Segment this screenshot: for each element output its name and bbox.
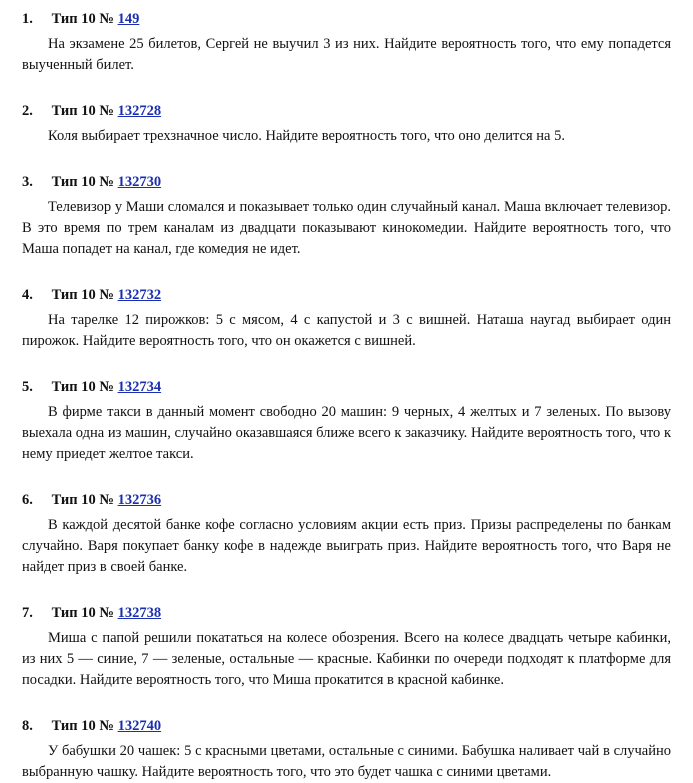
task-type: Тип 10 № (51, 11, 114, 27)
task-id-link[interactable]: 132728 (117, 103, 162, 119)
task-text: На экзамене 25 билетов, Сергей не выучил 3 из них. Найдите вероятность того, что ему попадется выученный билет. (22, 36, 671, 73)
task-id-link[interactable]: 132732 (117, 287, 162, 303)
task-item (22, 378, 671, 465)
task-number: 3. (22, 174, 33, 190)
task-number: 5. (22, 379, 33, 395)
task-header (22, 717, 671, 735)
task-item (22, 604, 671, 691)
task-number: 8. (22, 718, 33, 734)
task-text: В фирме такси в данный момент свободно 20 машин: 9 черных, 4 желтых и 7 зеленых. По вызову выехала одна из машин, случайно оказавшаяся ближе всего к заказчику. Найдите вероятность того, что к нему приедет желтое такси. (22, 404, 671, 462)
task-id-link[interactable]: 132730 (117, 174, 162, 190)
task-text: В каждой десятой банке кофе согласно условиям акции есть приз. Призы распределены по банкам случайно. Варя покупает банку кофе в надежде выиграть приз. Найдите вероятность того, что Варя не найдет приз в своей банке. (22, 517, 671, 575)
task-number: 6. (22, 492, 33, 508)
task-number: 4. (22, 287, 33, 303)
task-header (22, 378, 671, 396)
task-item (22, 717, 671, 783)
task-id-link[interactable]: 132740 (117, 718, 162, 734)
task-type: Тип 10 № (51, 492, 114, 508)
task-number: 1. (22, 11, 33, 27)
task-text: У бабушки 20 чашек: 5 с красными цветами, остальные с синими. Бабушка наливает чай в случайно выбранную чашку. Найдите вероятность того, что это будет чашка с синими цветами. (22, 743, 671, 780)
task-text: Миша с папой решили покататься на колесе обозрения. Всего на колесе двадцать четыре кабинки, из них 5 — синие, 7 — зеленые, остальные — красные. Кабинки по очереди подходят к платформе для посадки. Найдите вероятность того, что Миша прокатится в красной кабинке. (22, 630, 671, 688)
task-type: Тип 10 № (51, 605, 114, 621)
task-type: Тип 10 № (51, 103, 114, 119)
task-number: 2. (22, 103, 33, 119)
task-type: Тип 10 № (51, 379, 114, 395)
task-item (22, 102, 671, 147)
task-item (22, 173, 671, 260)
task-header (22, 102, 671, 120)
task-text: Коля выбирает трехзначное число. Найдите вероятность того, что оно делится на 5. (48, 128, 565, 144)
task-header (22, 10, 671, 28)
task-item (22, 286, 671, 352)
task-header (22, 173, 671, 191)
task-id-link[interactable]: 132734 (117, 379, 162, 395)
task-item (22, 10, 671, 76)
task-item (22, 491, 671, 578)
task-type: Тип 10 № (51, 718, 114, 734)
task-id-link[interactable]: 149 (117, 11, 140, 27)
task-header (22, 604, 671, 622)
task-id-link[interactable]: 132738 (117, 605, 162, 621)
task-text: Телевизор у Маши сломался и показывает только один случайный канал. Маша включает телевизор. В это время по трем каналам из двадцати показывают кинокомедии. Найдите вероятность того, что Маша попадет на канал, где комедия не идет. (22, 199, 671, 257)
task-type: Тип 10 № (51, 174, 114, 190)
task-type: Тип 10 № (51, 287, 114, 303)
task-header (22, 286, 671, 304)
task-number: 7. (22, 605, 33, 621)
task-header (22, 491, 671, 509)
task-text: На тарелке 12 пирожков: 5 с мясом, 4 с капустой и 3 с вишней. Наташа наугад выбирает один пирожок. Найдите вероятность того, что он окажется с вишней. (22, 312, 671, 349)
task-id-link[interactable]: 132736 (117, 492, 162, 508)
